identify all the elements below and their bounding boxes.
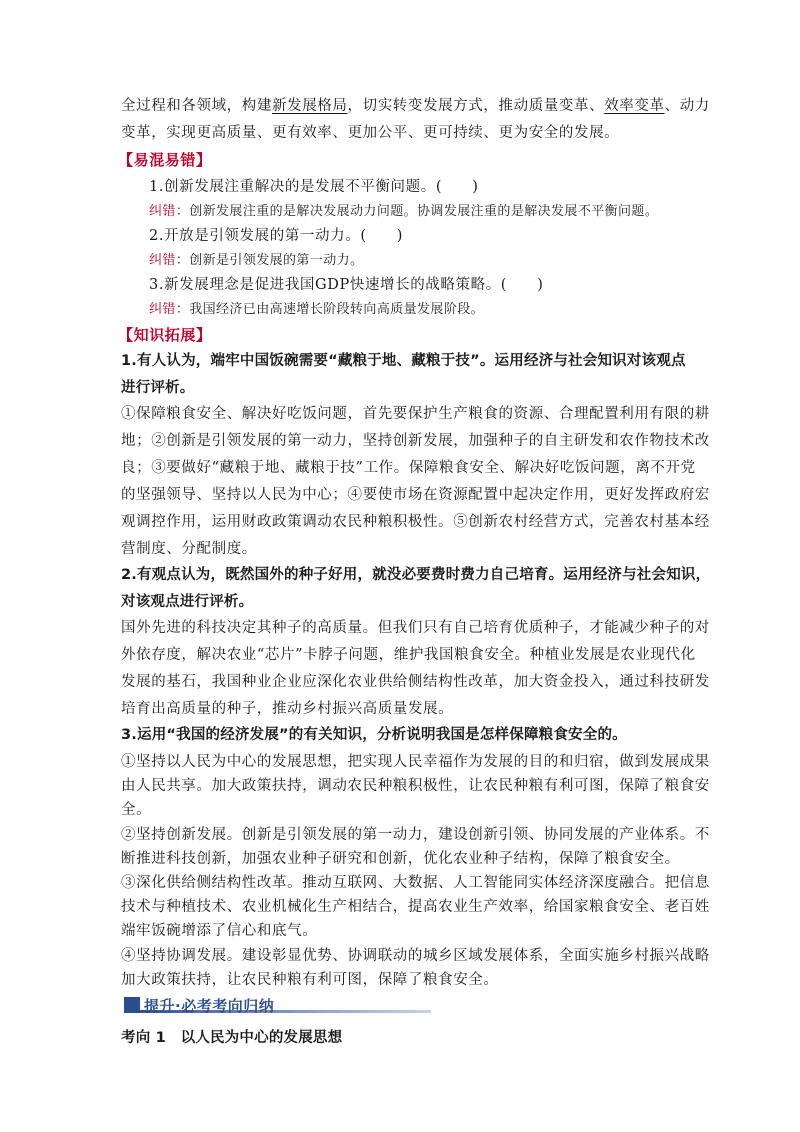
- expand-answer-2: 发展的基石，我国种业企业应深化农业供给侧结构性改革，加大资金投入，通过科技研发: [121, 674, 710, 690]
- expand-question-3: 3.运用“我国的经济发展”的有关知识，分析说明我国是怎样保障粮食安全的。: [121, 727, 627, 743]
- expand-answer-3: ③深化供给侧结构性改革。推动互联网、大数据、人工智能同实体经济深度融合。把信息: [121, 875, 710, 891]
- confuse-question-2: 2.开放是引领发展的第一动力。( ): [149, 228, 404, 244]
- intro-line-2: 变革，实现更高质量、更有效率、更加公平、更可持续、更为安全的发展。: [121, 125, 620, 141]
- section-title: 考向 1 以人民为中心的发展思想: [121, 1030, 343, 1046]
- expand-answer-1: 观调控作用，运用财政政策调动农民种粮积极性。⑤创新农村经营方式，完善农村基本经: [121, 514, 710, 530]
- correction-tag: 纠错: [149, 204, 176, 219]
- expand-answer-3: 断推进科技创新，加强农业种子研究和创新，优化农业种子结构，保障了粮食安全。: [121, 850, 680, 867]
- expand-answer-2: 培育出高质量的种子，推动乡村振兴高质量发展。: [121, 701, 454, 717]
- confuse-correction-1: [149, 202, 658, 222]
- expand-answer-3: 端牢饭碗增添了信心和底气。: [121, 923, 318, 940]
- correction-text: ：创新发展注重的是解决发展动力问题。协调发展注重的是解决发展不平衡问题。: [175, 204, 659, 219]
- underlined-term: 新发展格局: [272, 98, 348, 114]
- expand-answer-3: ④坚持协调发展。建设彰显优势、协调联动的城乡区域发展体系，全面实施乡村振兴战略: [121, 947, 710, 964]
- expand-answer-1: 良；③要做好“藏粮于地、藏粮于技”工作。保障粮食安全、解决好吃饭问题，离不开党: [121, 460, 696, 476]
- expand-answer-3: 技术与种植技术、农业机械化生产相结合，提高农业生产效率，给国家粮食安全、老百姓: [121, 899, 710, 916]
- expand-heading: 【知识拓展】: [118, 326, 212, 344]
- expand-question-1: 进行评析。: [121, 380, 195, 396]
- expand-question-2: 2.有观点认为，既然国外的种子好用，就没必要费时费力自己培育。运用经济与社会知识，: [121, 567, 711, 583]
- correction-text: ：创新是引领发展的第一动力。: [175, 253, 364, 268]
- expand-answer-1: 地；②创新是引领发展的第一动力，坚持创新发展，加强种子的自主研发和农作物技术改: [121, 433, 710, 449]
- expand-question-2: 对该观点进行评析。: [121, 594, 254, 610]
- expand-answer-3: ①坚持以人民为中心的发展思想，把实现人民幸福作为发展的目的和归宿，做到发展成果: [121, 754, 710, 770]
- banner-label: 提升·必考考向归纳: [144, 997, 275, 1015]
- expand-answer-3: 由人民共享。加大政策扶持，调动农民种粮积极性，让农民种粮有利可图，保障了粮食安: [121, 778, 710, 795]
- correction-tag: 纠错: [149, 253, 176, 268]
- expand-answer-3: 加大政策扶持，让农民种粮有利可图，保障了粮食安全。: [121, 971, 499, 988]
- intro-line-1: [121, 96, 710, 116]
- section-banner: [124, 996, 431, 1018]
- expand-answer-2: 国外先进的科技决定其种子的高质量。但我们只有自己培育优质种子，才能减少种子的对: [121, 620, 710, 636]
- correction-text: ：我国经济已由高速增长阶段转向高质量发展阶段。: [175, 302, 485, 317]
- expand-answer-1: 营制度、分配制度。: [121, 541, 257, 557]
- confuse-question-3: 3.新发展理念是促进我国GDP快速增长的战略策略。( ): [149, 277, 544, 293]
- expand-answer-3: ②坚持创新发展。创新是引领发展的第一动力，建设创新引领、协同发展的产业体系。不: [121, 826, 710, 843]
- expand-question-1: 1.有人认为，端牢中国饭碗需要“藏粮于地、藏粮于技”。运用经济与社会知识对该观点: [121, 353, 686, 369]
- confuse-heading: 【易混易错】: [118, 151, 212, 169]
- confuse-question-1: 1.创新发展注重解决的是发展不平衡问题。( ): [149, 179, 479, 195]
- expand-answer-3: 全。: [121, 802, 152, 819]
- banner-block-icon: [124, 997, 140, 1013]
- confuse-correction-2: [149, 251, 363, 271]
- intro-text: 全过程和各领域，构建: [121, 98, 272, 114]
- correction-tag: 纠错: [149, 302, 176, 317]
- underlined-term: 效率变革: [604, 98, 665, 114]
- intro-text: ，切实转变发展方式，推动质量变革、: [347, 98, 605, 114]
- expand-answer-1: 的坚强领导、坚持以人民为中心；④要使市场在资源配置中起决定作用，更好发挥政府宏: [121, 487, 710, 503]
- expand-answer-2: 外依存度，解决农业“芯片”卡脖子问题，维护我国粮食安全。种植业发展是农业现代化: [121, 647, 696, 663]
- confuse-correction-3: [149, 300, 484, 320]
- expand-answer-1: ①保障粮食安全、解决好吃饭问题，首先要保护生产粮食的资源、合理配置利用有限的耕: [121, 406, 710, 422]
- intro-text: 、动力: [664, 98, 710, 114]
